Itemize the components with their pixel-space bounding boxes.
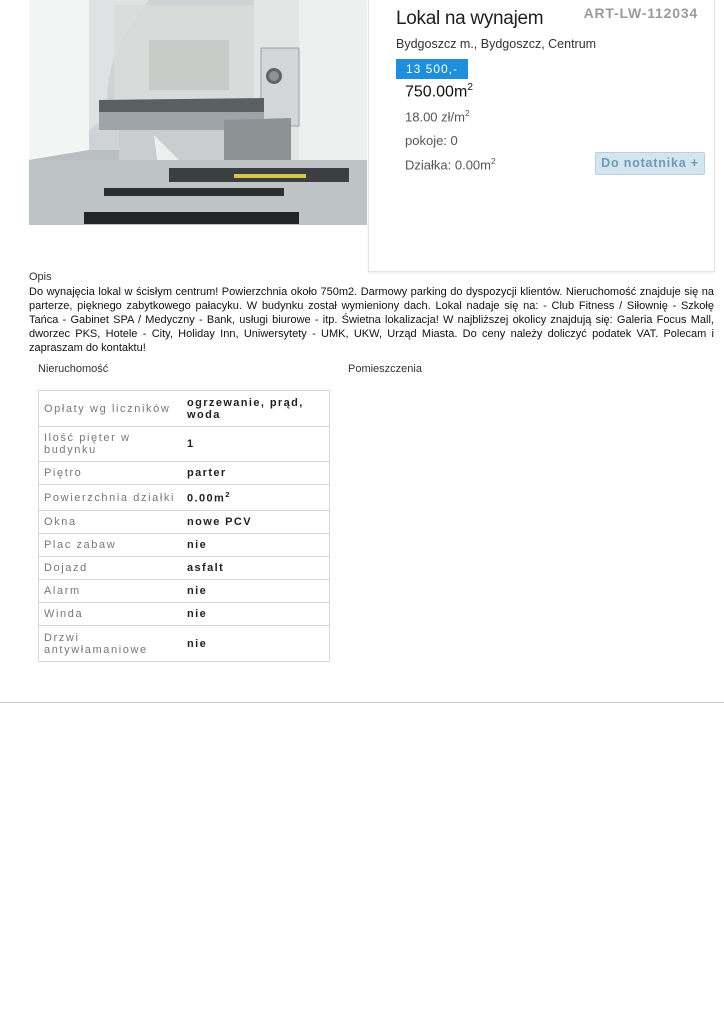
property-key: Piętro [39,462,183,485]
property-row [39,626,330,662]
price-per-square-meter: 18.00 $zł/m^2$ [405,108,470,125]
property-value: asfalt [182,557,330,580]
rooms-count: pokoje: 0 [405,133,458,148]
property-value: 1 [182,427,330,462]
property-value: nowe PCV [182,511,330,534]
listing-reference: ART-LW-112034 [583,5,698,21]
property-row [39,557,330,580]
property-key: Powierzchnia działki [39,485,183,511]
property-row [39,511,330,534]
property-value: nie [182,603,330,626]
property-section-heading: Nieruchomość [38,363,109,375]
property-key: Drzwi antywłamaniowe [39,626,183,662]
listing-title: Lokal na wynajem [396,8,544,29]
property-row [39,462,330,485]
property-value: ogrzewanie, prąd, woda [182,391,330,427]
property-row [39,534,330,557]
property-row [39,391,330,427]
property-value: nie [182,534,330,557]
listing-photo[interactable] [29,0,367,225]
listing-location: Bydgoszcz m., Bydgoszcz, Centrum [396,37,597,51]
footer-divider [0,702,724,703]
property-row [39,580,330,603]
price-badge: 13 500,- [396,59,468,79]
property-row [39,485,330,511]
property-key: Dojazd [39,557,183,580]
property-value: parter [182,462,330,485]
property-value: nie [182,626,330,662]
listing-info-card [368,0,715,272]
property-key: Plac zabaw [39,534,183,557]
property-value: nie [182,580,330,603]
description-label: Opis [29,271,52,283]
add-to-notebook-button[interactable]: Do notatnika + [595,152,705,175]
property-key: Alarm [39,580,183,603]
property-key: Okna [39,511,183,534]
property-value: $0.00m^2$ [182,485,330,511]
area-value: $750.00m^2$ [405,82,474,101]
property-row [39,603,330,626]
property-row [39,427,330,462]
rooms-section-heading: Pomieszczenia [348,363,422,375]
property-key: Winda [39,603,183,626]
plot-area: Działka: $0.00m^2$ [405,156,496,173]
property-key: Ilość pięter w budynku [39,427,183,462]
property-key: Opłaty wg liczników [39,391,183,427]
property-details-table [38,390,330,662]
description-text: Do wynajęcia lokal w ścisłym centrum! Powierzchnia około 750m2. Darmowy parking do dyspozycji klientów. Nieruchomość znajduje się na parterze, pięknego zabytkowego pałacyku. W budynku został wymieniony dach. Lokal nadaje się na: - Club Fitness / Siłownię - Szkołę Tańca - Gabinet SPA / Medyczny - Bank, usługi biurowe - itp. Świetna lokalizacja! W najbliższej okolicy znajdują się: Galeria Focus Mall, dworzec PKS, Hotele - City, Holiday Inn, Uniwersytety - UMK, UKW, Urząd Miasta. Do ceny należy doliczyć podatek VAT. Polecam i zapraszam do kontaktu! [29,286,714,354]
